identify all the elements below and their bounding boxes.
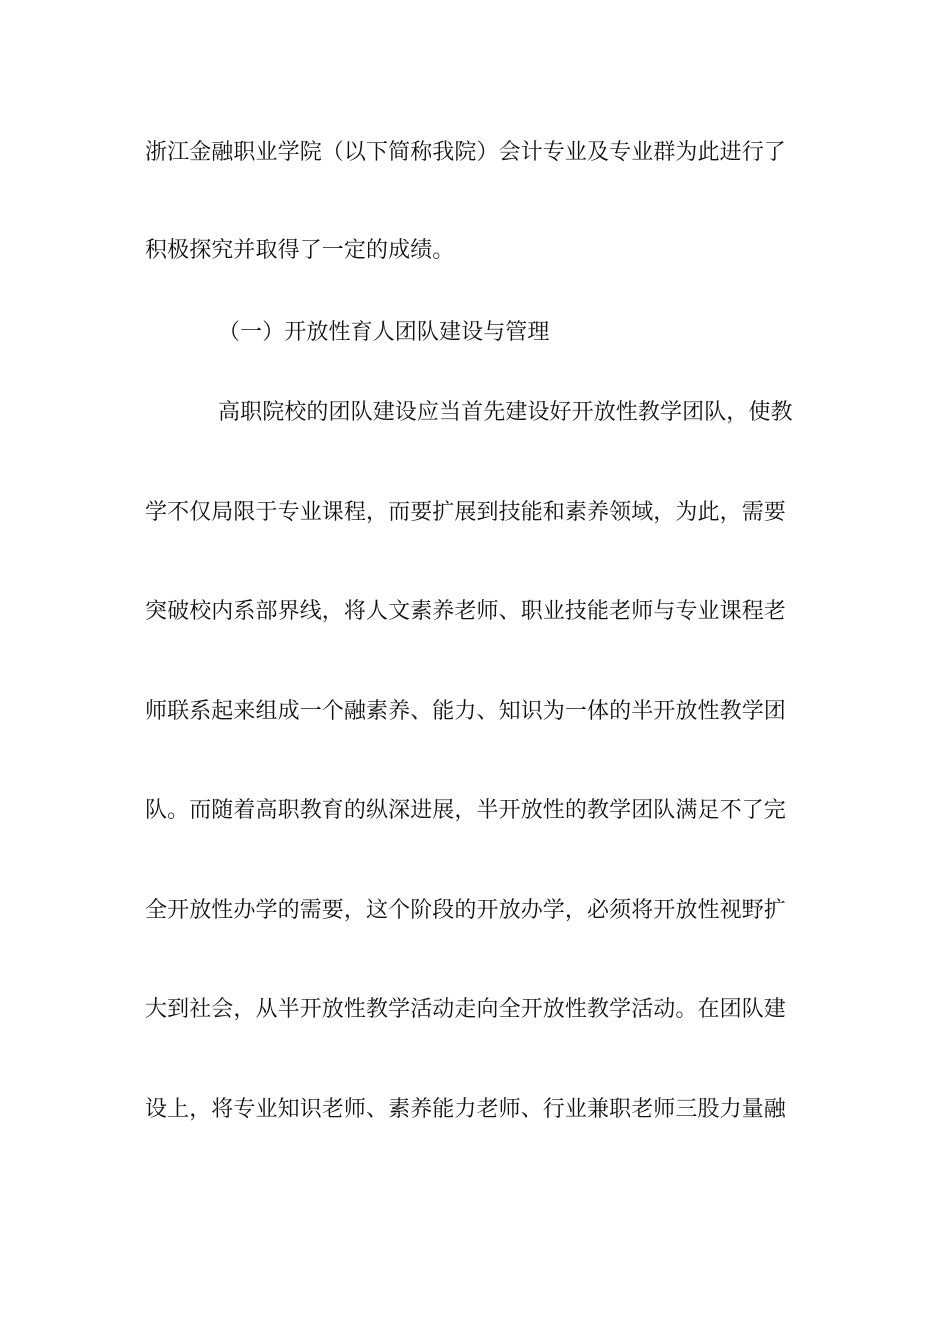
paragraph-line: 设上，将专业知识老师、素养能力老师、行业兼职老师三股力量融 xyxy=(145,1097,786,1122)
paragraph-line: 队。而随着高职教育的纵深进展，半开放性的教学团队满足不了完 xyxy=(145,798,786,823)
paragraph-line: 师联系起来组成一个融素养、能力、知识为一体的半开放性教学团 xyxy=(145,699,786,724)
paragraph-line: 突破校内系部界线，将人文素养老师、职业技能老师与专业课程老 xyxy=(145,599,786,624)
paragraph-line: 大到社会，从半开放性教学活动走向全开放性教学活动。在团队建 xyxy=(145,997,786,1022)
paragraph-line: 浙江金融职业学院（以下简称我院）会计专业及专业群为此进行了 xyxy=(145,140,786,165)
paragraph-line: 学不仅局限于专业课程，而要扩展到技能和素养领域，为此，需要 xyxy=(145,500,786,525)
paragraph-line: 全开放性办学的需要，这个阶段的开放办学，必须将开放性视野扩 xyxy=(145,898,786,923)
paragraph-line: 积极探究并取得了一定的成绩。 xyxy=(145,238,455,263)
paragraph-line: 高职院校的团队建设应当首先建设好开放性教学团队，使教 xyxy=(218,400,793,425)
section-heading: （一）开放性育人团队建设与管理 xyxy=(218,320,550,345)
